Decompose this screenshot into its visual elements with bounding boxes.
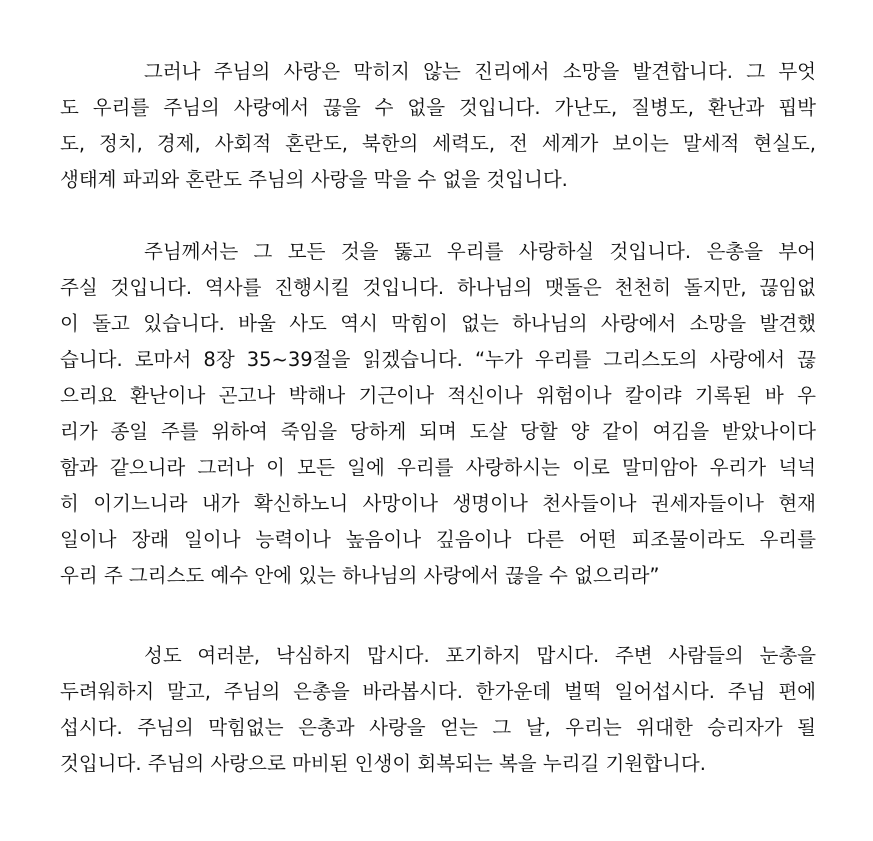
text-line: 우리 주 그리스도 예수 안에 있는 하나님의 사랑에서 끊을 수 없으리라” [60,564,660,587]
text-line: 두려워하지 말고, 주님의 은총을 바라봅시다. 한가운데 벌떡 일어섭시다. 주님 편에 [60,680,816,703]
text-line: 섭시다. 주님의 막힘없는 은총과 사랑을 얻는 그 날, 우리는 위대한 승리자가 될 [60,716,816,739]
text-line: 주실 것입니다. 역사를 진행시킬 것입니다. 하나님의 맷돌은 천천히 돌지만, 끊임없 [60,276,816,299]
text-line: 그러나 주님의 사랑은 막히지 않는 진리에서 소망을 발견합니다. 그 무엇 [144,60,816,83]
text-line: 함과 같으니라 그러나 이 모든 일에 우리를 사랑하시는 이로 말미암아 우리가 넉넉 [60,456,816,479]
text-line: 주님께서는 그 모든 것을 뚫고 우리를 사랑하실 것입니다. 은총을 부어 [144,240,816,263]
text-line: 리가 종일 주를 위하여 죽임을 당하게 되며 도살 당할 양 같이 여김을 받았나이다 [60,420,816,443]
text-line: 것입니다. 주님의 사랑으로 마비된 인생이 회복되는 복을 누리길 기원합니다. [60,752,706,775]
text-line: 이 돌고 있습니다. 바울 사도 역시 막힘이 없는 하나님의 사랑에서 소망을 발견했 [60,312,816,335]
text-line: 으리요 환난이나 곤고나 박해나 기근이나 적신이나 위험이나 칼이랴 기록된 바 우 [60,384,816,407]
text-line: 도 우리를 주님의 사랑에서 끊을 수 없을 것입니다. 가난도, 질병도, 환난과 핍박 [60,96,816,119]
text-line: 습니다. 로마서 8장 35~39절을 읽겠습니다. “누가 우리를 그리스도의 사랑에서 끊 [60,348,816,371]
text-line: 히 이기느니라 내가 확신하노니 사망이나 생명이나 천사들이나 권세자들이나 현재 [60,492,816,515]
text-line: 도, 정치, 경제, 사회적 혼란도, 북한의 세력도, 전 세계가 보이는 말세적 현실도, [60,132,816,155]
text-line: 생태계 파괴와 혼란도 주님의 사랑을 막을 수 없을 것입니다. [60,168,568,191]
text-line: 일이나 장래 일이나 능력이나 높음이나 깊음이나 다른 어떤 피조물이라도 우리를 [60,528,816,551]
text-line: 성도 여러분, 낙심하지 맙시다. 포기하지 맙시다. 주변 사람들의 눈총을 [144,644,816,667]
